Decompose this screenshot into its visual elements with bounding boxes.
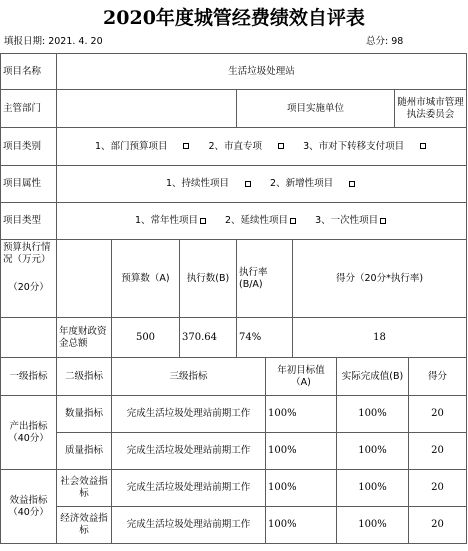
budget-header-rate: 执行率(B/A)	[237, 240, 293, 318]
budget-label	[1, 240, 57, 318]
project-name-value[interactable]: 生活垃圾处理站	[57, 54, 467, 90]
evaluation-table	[0, 53, 467, 544]
header-actual: 实际完成值(B)	[337, 358, 409, 396]
checkbox-icon[interactable]	[183, 143, 189, 149]
department-value[interactable]	[57, 90, 237, 128]
type-options	[57, 203, 467, 240]
row-type	[1, 203, 467, 240]
score-cell[interactable]: 20	[409, 470, 467, 507]
row-category	[1, 128, 467, 166]
category-options	[57, 128, 467, 166]
checkbox-icon[interactable]	[349, 181, 355, 187]
property-option-2: 2、新增性项目	[270, 178, 334, 189]
checkbox-icon[interactable]	[380, 218, 386, 224]
budget-value[interactable]: 500	[112, 318, 180, 358]
score-cell[interactable]: 20	[409, 507, 467, 544]
table-row	[1, 470, 467, 507]
level2-cell: 数量指标	[57, 396, 112, 433]
row-budget-header	[1, 240, 467, 318]
level3-cell: 完成生活垃圾处理站前期工作	[112, 507, 266, 544]
checkbox-icon[interactable]	[290, 218, 296, 224]
group-output	[1, 396, 57, 470]
level2-cell: 社会效益指标	[57, 470, 112, 507]
header-target: 年初目标值（A)	[266, 358, 337, 396]
actual-cell[interactable]: 100%	[337, 507, 409, 544]
category-option-2: 2、市直专项	[208, 140, 263, 152]
actual-cell[interactable]: 100%	[337, 396, 409, 433]
category-label: 项目类别	[1, 128, 57, 166]
budget-label-text: 预算执行情况（万元）	[3, 242, 51, 265]
level2-cell: 经济效益指标	[57, 507, 112, 544]
budget-header-blank	[57, 240, 112, 318]
type-option-3: 3、一次性项目	[315, 215, 379, 226]
department-label: 主管部门	[1, 90, 57, 128]
actual-cell[interactable]: 100%	[337, 433, 409, 470]
row-indicator-header	[1, 358, 467, 396]
budget-header-budget: 预算数（A)	[112, 240, 180, 318]
score-cell[interactable]: 20	[409, 433, 467, 470]
impl-unit-label: 项目实施单位	[237, 90, 395, 128]
level3-cell: 完成生活垃圾处理站前期工作	[112, 433, 266, 470]
property-option-1: 1、持续性项目	[165, 178, 230, 189]
row-budget-values	[1, 318, 467, 358]
group-benefit-weight: （40分）	[8, 506, 49, 518]
level3-cell: 完成生活垃圾处理站前期工作	[112, 470, 266, 507]
level2-cell: 质量指标	[57, 433, 112, 470]
category-option-3: 3、市对下转移支付项目	[303, 140, 405, 152]
checkbox-icon[interactable]	[278, 143, 284, 149]
group-benefit	[1, 470, 57, 544]
executed-value[interactable]: 370.64	[180, 318, 237, 358]
table-row	[1, 433, 467, 470]
checkbox-icon[interactable]	[200, 218, 206, 224]
table-row	[1, 396, 467, 433]
group-output-weight: （40分）	[8, 432, 49, 444]
type-label: 项目类型	[1, 203, 57, 240]
row-property	[1, 166, 467, 203]
budget-header-score: 得分（20分*执行率)	[293, 240, 467, 318]
row-department	[1, 90, 467, 128]
target-cell[interactable]: 100%	[266, 470, 337, 507]
property-label: 项目属性	[1, 166, 57, 203]
type-option-1: 1、常年性项目	[134, 215, 198, 226]
rate-value[interactable]: 74%	[237, 318, 293, 358]
group-benefit-name: 效益指标	[9, 494, 48, 506]
total-score: 总分: 98	[366, 36, 404, 47]
budget-header-executed: 执行数(B)	[180, 240, 237, 318]
impl-unit-value[interactable]: 随州市城市管理执法委员会	[395, 90, 467, 128]
type-option-2: 2、延续性项目	[225, 215, 289, 226]
header-level2: 二级指标	[57, 358, 112, 396]
actual-cell[interactable]: 100%	[337, 470, 409, 507]
level3-cell: 完成生活垃圾处理站前期工作	[112, 396, 266, 433]
group-output-name: 产出指标	[9, 420, 48, 432]
checkbox-icon[interactable]	[420, 143, 426, 149]
score-cell[interactable]: 20	[409, 396, 467, 433]
budget-blank	[1, 318, 57, 358]
project-name-label: 项目名称	[1, 54, 57, 90]
budget-row-label: 年度财政资金总额	[57, 318, 112, 358]
header-level3: 三级指标	[112, 358, 266, 396]
checkbox-icon[interactable]	[245, 181, 251, 187]
budget-weight: （20分）	[8, 282, 49, 293]
target-cell[interactable]: 100%	[266, 433, 337, 470]
fill-date: 填报日期: 2021. 4. 20	[4, 36, 103, 47]
page-title: 2020年度城管经费绩效自评表	[103, 7, 365, 29]
header-level1: 一级指标	[1, 358, 57, 396]
category-option-1: 1、部门预算项目	[94, 140, 168, 152]
header-score: 得分	[409, 358, 467, 396]
target-cell[interactable]: 100%	[266, 507, 337, 544]
row-project-name	[1, 54, 467, 90]
property-options	[57, 166, 467, 203]
target-cell[interactable]: 100%	[266, 396, 337, 433]
budget-score-value[interactable]: 18	[293, 318, 467, 358]
table-row	[1, 507, 467, 544]
